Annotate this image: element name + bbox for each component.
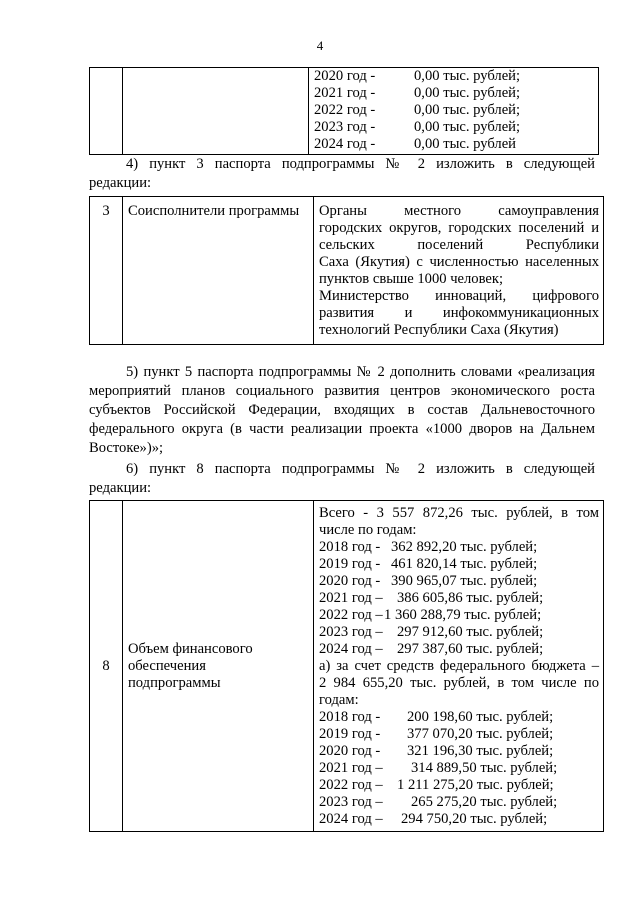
value-line: Органы местного самоуправления — [319, 203, 599, 219]
paragraph-line: федерального округа (в части реализации проекта «1000 дворов на Дальнем — [89, 421, 595, 437]
year-row: 2022 год – 1 360 288,79 тыс. рублей; — [319, 607, 542, 623]
year-row: 2020 год - 390 965,07 тыс. рублей; — [319, 573, 538, 589]
year-row: 2024 год – 297 387,60 тыс. рублей; — [319, 641, 544, 657]
table1-name-cell — [123, 68, 309, 155]
value-line: 2 984 655,20 тыс. рублей, в том числе по — [319, 675, 599, 691]
paragraph-6 — [89, 460, 595, 498]
paragraph-line: редакции: — [89, 480, 152, 496]
table1-num-cell — [90, 68, 123, 155]
year-row: 2018 год - 362 892,20 тыс. рублей; — [319, 539, 538, 555]
year-row: 2021 год – 314 889,50 тыс. рублей; — [319, 760, 558, 776]
value-line: сельских поселений Республики — [319, 237, 599, 253]
value-line: технологий Республики Саха (Якутия) — [319, 322, 559, 338]
year-row: 2021 год – 386 605,86 тыс. рублей; — [319, 590, 544, 606]
value-line: пунктов свыше 1000 человек; — [319, 271, 504, 287]
paragraph-5 — [89, 363, 595, 458]
table-coexecutors — [89, 196, 604, 345]
year-row: 2024 год – 294 750,20 тыс. рублей; — [319, 811, 548, 827]
year-row: 2022 год - 0,00 тыс. рублей; — [314, 102, 521, 118]
year-row: 2021 год - 0,00 тыс. рублей; — [314, 85, 521, 101]
table2-value-cell — [314, 197, 604, 345]
paragraph-4 — [89, 155, 595, 193]
year-row: 2019 год - 461 820,14 тыс. рублей; — [319, 556, 538, 572]
year-row: 2022 год – 1 211 275,20 тыс. рублей; — [319, 777, 554, 793]
paragraph-line: 6) пункт 8 паспорта подпрограммы № 2 изложить в следующей — [126, 461, 595, 477]
value-line: городских округов, городских поселений и — [319, 220, 599, 236]
value-line: Саха (Якутия) с численностью населенных — [319, 254, 599, 270]
value-line: развития и инфокоммуникационных — [319, 305, 599, 321]
table2-name: Соисполнители программы — [128, 203, 300, 219]
value-line: годам: — [319, 692, 359, 708]
year-row: 2019 год - 377 070,20 тыс. рублей; — [319, 726, 554, 742]
year-row: 2023 год - 0,00 тыс. рублей; — [314, 119, 521, 135]
table3-name-cell — [123, 501, 314, 832]
table2-num-cell: 3 — [90, 197, 123, 345]
year-row: 2023 год – 297 912,60 тыс. рублей; — [319, 624, 544, 640]
paragraph-line: мероприятий планов социального развития центров экономического роста — [89, 383, 595, 399]
table3-name-line: обеспечения — [128, 657, 206, 674]
year-row: 2020 год - 321 196,30 тыс. рублей; — [319, 743, 554, 759]
paragraph-line: редакции: — [89, 175, 152, 191]
value-line: числе по годам: — [319, 522, 417, 538]
year-row: 2024 год - 0,00 тыс. рублей — [314, 136, 516, 152]
year-row: 2020 год - 0,00 тыс. рублей; — [314, 68, 521, 84]
year-row: 2023 год – 265 275,20 тыс. рублей; — [319, 794, 558, 810]
page-number: 4 — [316, 38, 324, 53]
value-line: Министерство инноваций, цифрового — [319, 288, 599, 304]
table1-value-cell — [309, 68, 599, 155]
paragraph-line: 5) пункт 5 паспорта подпрограммы № 2 дополнить словами «реализация — [126, 364, 595, 380]
paragraph-line: субъектов Российской Федерации, входящих в состав Дальневосточного — [89, 402, 595, 418]
table3-num-cell: 8 — [90, 501, 123, 832]
value-line: Всего - 3 557 872,26 тыс. рублей, в том — [319, 505, 599, 521]
table-financing-volume — [89, 500, 604, 832]
value-line: а) за счет средств федерального бюджета – — [319, 658, 599, 674]
table3-value-cell — [314, 501, 604, 832]
year-row: 2018 год - 200 198,60 тыс. рублей; — [319, 709, 554, 725]
paragraph-line: Востоке»)»; — [89, 440, 164, 456]
paragraph-line: 4) пункт 3 паспорта подпрограммы № 2 изложить в следующей — [126, 156, 595, 172]
table3-name-line: Объем финансового — [128, 640, 253, 657]
table-financing-continued — [89, 67, 599, 155]
table2-name-cell — [123, 197, 314, 345]
table3-name-line: подпрограммы — [128, 674, 221, 691]
